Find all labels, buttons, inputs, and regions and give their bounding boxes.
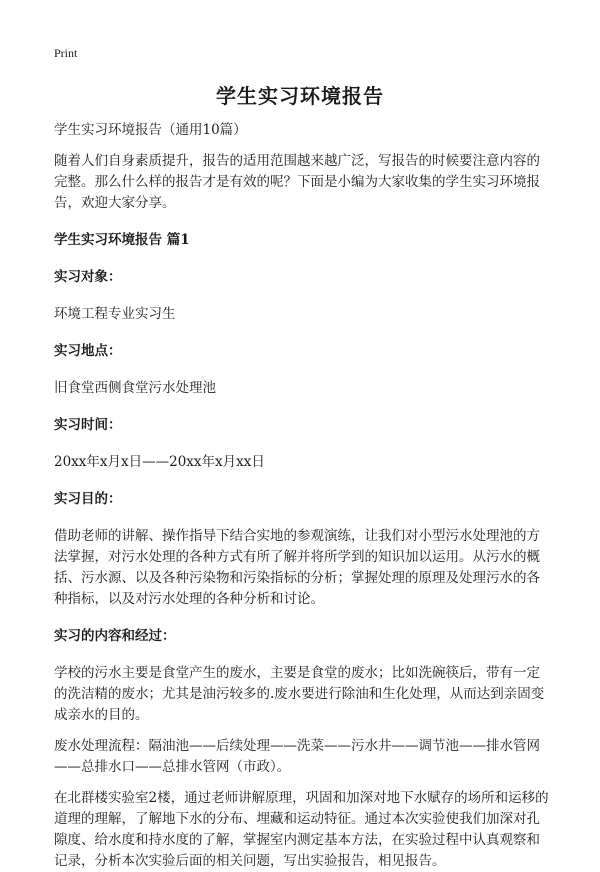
purpose-text: 借助老师的讲解、操作指导下结合实地的参观演练，让我们对小型污水处理池的方法掌握，对污水处理的各种方式有所了解并将所学到的知识加以运用。从污水的概括、污水源、以及各种污染物和污染指标的分析；掌握处理的原理及处理污水的各种指标，以及对污水处理的各种分析和讨论。 — [54, 528, 540, 607]
content-paragraph-3: 在北群楼实验室2楼，通过老师讲解原理，巩固和加深对地下水赋存的场所和运移的道理的理解，了解地下水的分布、埋藏和运动特征。通过本次实验使我们加深对孔隙度、给水度和持水度的了解，掌握室内测定基本方法，在实验过程中认真观察和记录，分析本次实验后面的相关问题，写出实验报告，相见报告。 — [54, 790, 549, 869]
document-subtitle: 学生实习环境报告（通用10篇） — [54, 122, 247, 138]
purpose-heading: 实习目的： — [54, 491, 122, 507]
intro-paragraph: 随着人们自身素质提升，报告的适用范围越来越广泛，写报告的时候要注意内容的完整。那么什么样的报告才是有效的呢？下面是小编为大家收集的学生实习环境报告，欢迎大家分享。 — [54, 153, 540, 211]
time-heading: 实习时间： — [54, 417, 122, 433]
time-text: 20xx年x月x日——20xx年x月xx日 — [54, 454, 265, 470]
document-body — [54, 120, 550, 872]
content-paragraph-2: 废水处理流程：隔油池——后续处理——洗菜——污水井——调节池——排水管网——总排水口——总排水管网（市政）。 — [54, 738, 540, 775]
print-link[interactable]: Print — [54, 46, 78, 60]
section-title: 学生实习环境报告 篇1 — [54, 232, 190, 248]
object-heading: 实习对象： — [54, 269, 122, 285]
content-heading: 实习的内容和经过： — [54, 628, 176, 644]
location-text: 旧食堂西侧食堂污水处理池 — [54, 380, 216, 396]
content-paragraph-1: 学校的污水主要是食堂产生的废水，主要是食堂的废水；比如洗碗筷后，带有一定的洗洁精的废水；尤其是油污较多的.废水要进行除油和生化处理，从而达到亲固变成亲水的目的。 — [54, 665, 545, 723]
page-title: 学生实习环境报告 — [216, 84, 384, 108]
object-text: 环境工程专业实习生 — [54, 306, 176, 322]
location-heading: 实习地点： — [54, 343, 122, 359]
